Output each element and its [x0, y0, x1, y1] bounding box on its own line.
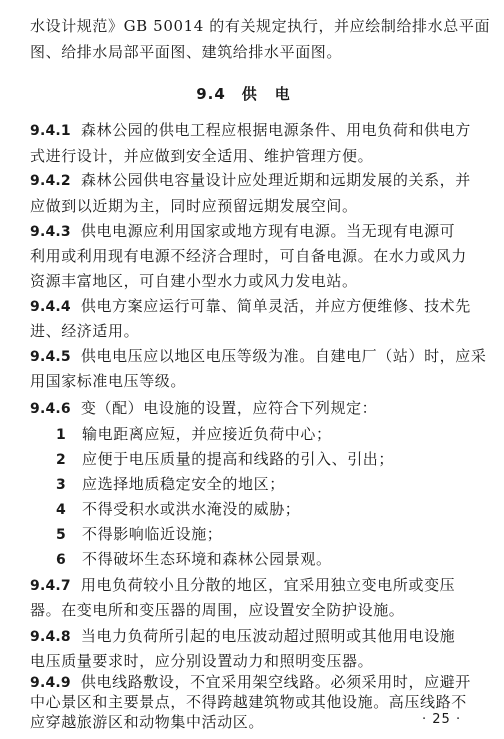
clause-9-4-1-line-1: [30, 120, 471, 141]
clause-9-4-8-line-1: [30, 626, 455, 647]
clause-number: 9.4.8: [30, 629, 71, 645]
clause-9-4-3-line-2: 利用或利用现有电源不经济合理时，可自备电源。在水力或风力: [30, 247, 467, 265]
clause-9-4-8-line-2: 电压质量要求时，应分别设置动力和照明变压器。: [30, 652, 374, 670]
clause-text: 森林公园供电容量设计应处理近期和远期发展的关系，并: [80, 171, 471, 189]
clause-9-4-4-line-2: 进、经济适用。: [30, 322, 140, 340]
clause-text: 当电力负荷所引起的电压波动超过照明或其他用电设施: [80, 627, 456, 645]
clause-9-4-2-line-2: 应做到以近期为主，同时应预留远期发展空间。: [30, 197, 358, 215]
list-item-number: 5: [56, 527, 67, 543]
clause-number: 9.4.5: [30, 349, 71, 365]
list-item: [56, 524, 222, 545]
list-item-number: 3: [56, 477, 67, 493]
clause-text: 用电负荷较小且分散的地区，宜采用独立变电所或变压: [80, 576, 456, 594]
clause-9-4-5-line-1: [30, 346, 486, 367]
clause-9-4-9-line-1: [30, 672, 471, 693]
list-item-number: 4: [56, 502, 67, 518]
list-item: [56, 449, 394, 470]
clause-9-4-7-line-1: [30, 575, 455, 596]
list-item-text: 不得受积水或洪水淹没的威胁；: [82, 500, 301, 518]
list-item-number: 1: [56, 427, 67, 443]
clause-text: 供电电压应以地区电压等级为准。自建电厂（站）时，应采: [80, 347, 487, 365]
clause-text: 变（配）电设施的设置，应符合下列规定：: [80, 399, 378, 417]
clause-number: 9.4.4: [30, 299, 71, 315]
clause-number: 9.4.3: [30, 224, 71, 240]
clause-9-4-4-line-1: [30, 296, 471, 317]
list-item-text: 不得破坏生态环境和森林公园景观。: [82, 550, 332, 568]
list-item-number: 6: [56, 552, 67, 568]
clause-9-4-3-line-3: 资源丰富地区，可自建小型水力或风力发电站。: [30, 272, 358, 290]
section-heading: [0, 84, 504, 104]
list-item-text: 应选择地质稳定安全的地区；: [82, 475, 285, 493]
clause-number: 9.4.7: [30, 578, 71, 594]
list-item-text: 应便于电压质量的提高和线路的引入、引出；: [82, 450, 395, 468]
section-number: 9.4: [196, 85, 226, 103]
clause-text: 森林公园的供电工程应根据电源条件、用电负荷和供电方: [80, 121, 471, 139]
list-item-text: 不得影响临近设施；: [82, 525, 223, 543]
list-item: [56, 499, 300, 520]
page-number: · 25 ·: [422, 712, 462, 727]
clause-9-4-9-line-2: 中心景区和主要景点，不得跨越建筑物或其他设施。高压线路不: [30, 693, 467, 711]
clause-text: 供电线路敷设，不宜采用架空线路。必须采用时，应避开: [80, 673, 471, 691]
clause-9-4-7-line-2: 器。在变电所和变压器的周围，应设置安全防护设施。: [30, 601, 405, 619]
clause-number: 9.4.6: [30, 401, 71, 417]
clause-number: 9.4.2: [30, 173, 71, 189]
clause-number: 9.4.9: [30, 675, 71, 691]
clause-9-4-3-line-1: [30, 221, 455, 242]
list-item-text: 输电距离应短，并应接近负荷中心；: [82, 425, 332, 443]
clause-number: 9.4.1: [30, 123, 71, 139]
clause-9-4-9-line-3: 应穿越旅游区和动物集中活动区。: [30, 713, 265, 731]
clause-9-4-2-line-1: [30, 170, 471, 191]
clause-text: 供电方案应运行可靠、简单灵活，并应方便维修、技术先: [80, 297, 471, 315]
section-title: 供电: [241, 85, 308, 103]
list-item: [56, 474, 285, 495]
clause-text: 供电电源应利用国家或地方现有电源。当无现有电源可: [80, 222, 456, 240]
list-item-number: 2: [56, 452, 67, 468]
list-item: [56, 549, 332, 570]
list-item: [56, 424, 332, 445]
clause-9-4-1-line-2: 式进行设计，并应做到安全适用、维护管理方便。: [30, 147, 374, 165]
clause-9-4-6-line-1: [30, 398, 377, 419]
intro-line-2: 图、给排水局部平面图、建筑给排水平面图。: [30, 43, 343, 61]
intro-line-1: 水设计规范》GB 50014 的有关规定执行，并应绘制给排水总平面: [30, 17, 491, 35]
clause-9-4-5-line-2: 用国家标准电压等级。: [30, 372, 187, 390]
